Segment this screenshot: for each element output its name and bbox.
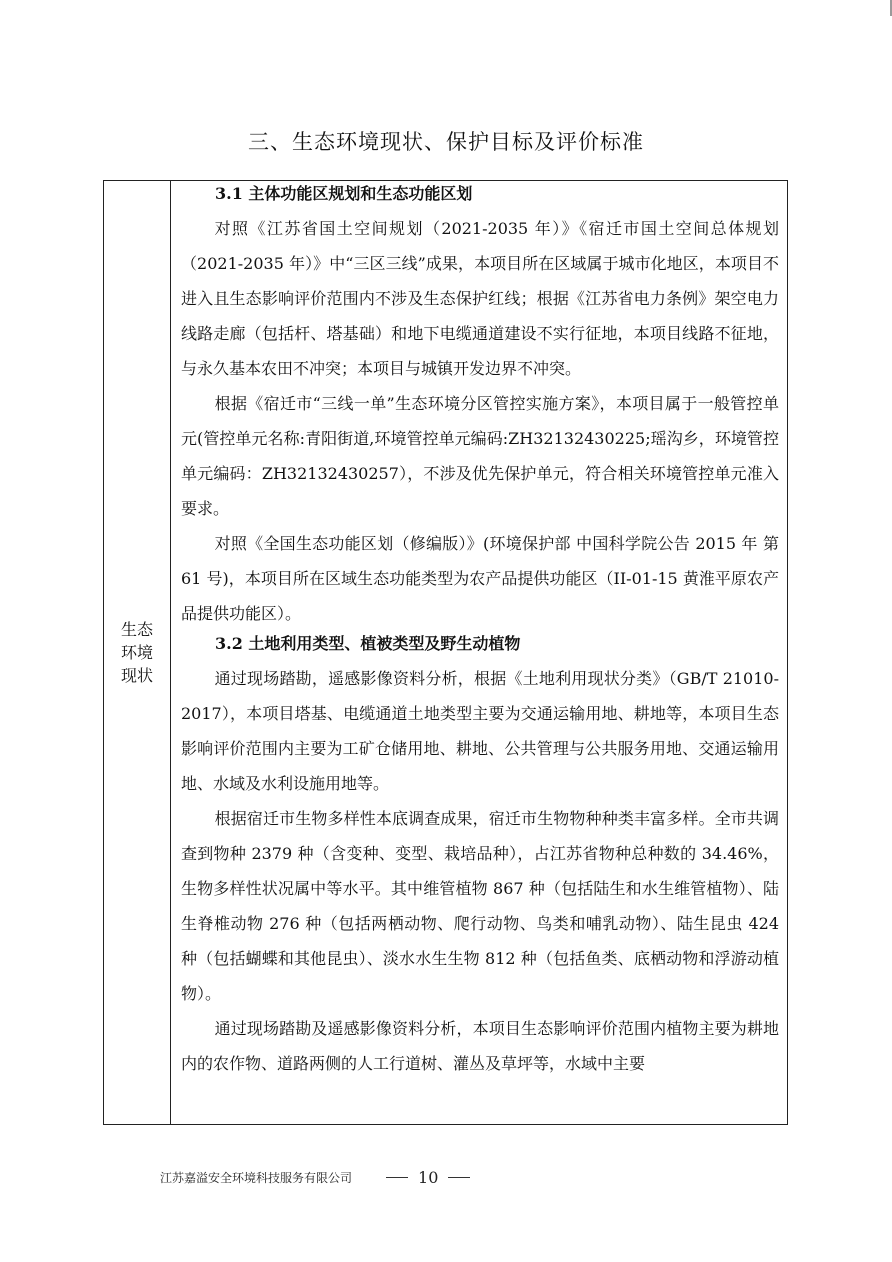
- row-label: 生态环境现状: [120, 620, 153, 685]
- paragraph-1: 对照《江苏省国土空间规划（2021-2035 年）》《宿迁市国土空间总体规划（2021-2035 年）》中“三区三线”成果，本项目所在区域属于城市化地区，本项目不进入且生态影响评价范围内不涉及生态保护红线；根据《江苏省电力条例》架空电力线路走廊（包括杆、塔基础）和地下电缆通道建设不实行征地，本项目线路不征地，与永久基本农田不冲突；本项目与城镇开发边界不冲突。: [181, 219, 779, 378]
- paragraph-3: 对照《全国生态功能区划（修编版）》(环境保护部 中国科学院公告 2015 年 第 61 号)，本项目所在区域生态功能类型为农产品提供功能区（II-01-15 黄淮平原农产品提供功能区）。: [181, 534, 779, 623]
- dash-left: [386, 1177, 408, 1178]
- section-title: 三、生态环境现状、保护目标及评价标准: [248, 130, 644, 154]
- paragraph-4: 通过现场踏勘，遥感影像资料分析，根据《土地利用现状分类》（GB/T 21010-2017），本项目塔基、电缆通道土地类型主要为交通运输用地、耕地等，本项目生态影响评价范围内主要为工矿仓储用地、耕地、公共管理与公共服务用地、交通运输用地、水域及水利设施用地等。: [181, 669, 779, 793]
- dash-right: [448, 1177, 470, 1178]
- heading-3-1: 3.1 主体功能区规划和生态功能区划: [215, 184, 473, 203]
- table-left-cell: [104, 181, 171, 1124]
- heading-3-2: 3.2 土地利用类型、植被类型及野生动植物: [215, 634, 521, 653]
- table-right-cell: [171, 181, 787, 1124]
- page-footer: [160, 1162, 720, 1192]
- paragraph-5: 根据宿迁市生物多样性本底调查成果，宿迁市生物物种种类丰富多样。全市共调查到物种 2379 种（含变种、变型、栽培品种），占江苏省物种总种数的 34.46%，生物多样性状况属中等水平。其中维管植物 867 种（包括陆生和水生维管植物）、陆生脊椎动物 276 种（包括两栖动物、爬行动物、鸟类和哺乳动物）、陆生昆虫 424 种（包括蝴蝶和其他昆虫）、淡水水生生物 812 种（包括鱼类、底栖动物和浮游动植物）。: [181, 809, 779, 1003]
- page-number: 10: [418, 1167, 439, 1187]
- paragraph-2: 根据《宿迁市“三线一单”生态环境分区管控实施方案》，本项目属于一般管控单元(管控单元名称:青阳街道,环境管控单元编码:ZH32132430225;瑶沟乡，环境管控单元编码：ZH32132430257），不涉及优先保护单元，符合相关环境管控单元准入要求。: [181, 394, 779, 518]
- paragraph-6: 通过现场踏勘及遥感影像资料分析，本项目生态影响评价范围内植物主要为耕地内的农作物、道路两侧的人工行道树、灌丛及草坪等，水域中主要: [181, 1019, 779, 1073]
- footer-company: 江苏嘉溢安全环境科技服务有限公司: [160, 1170, 353, 1185]
- footer-page-number-group: [376, 1168, 480, 1187]
- content-table: [103, 180, 788, 1125]
